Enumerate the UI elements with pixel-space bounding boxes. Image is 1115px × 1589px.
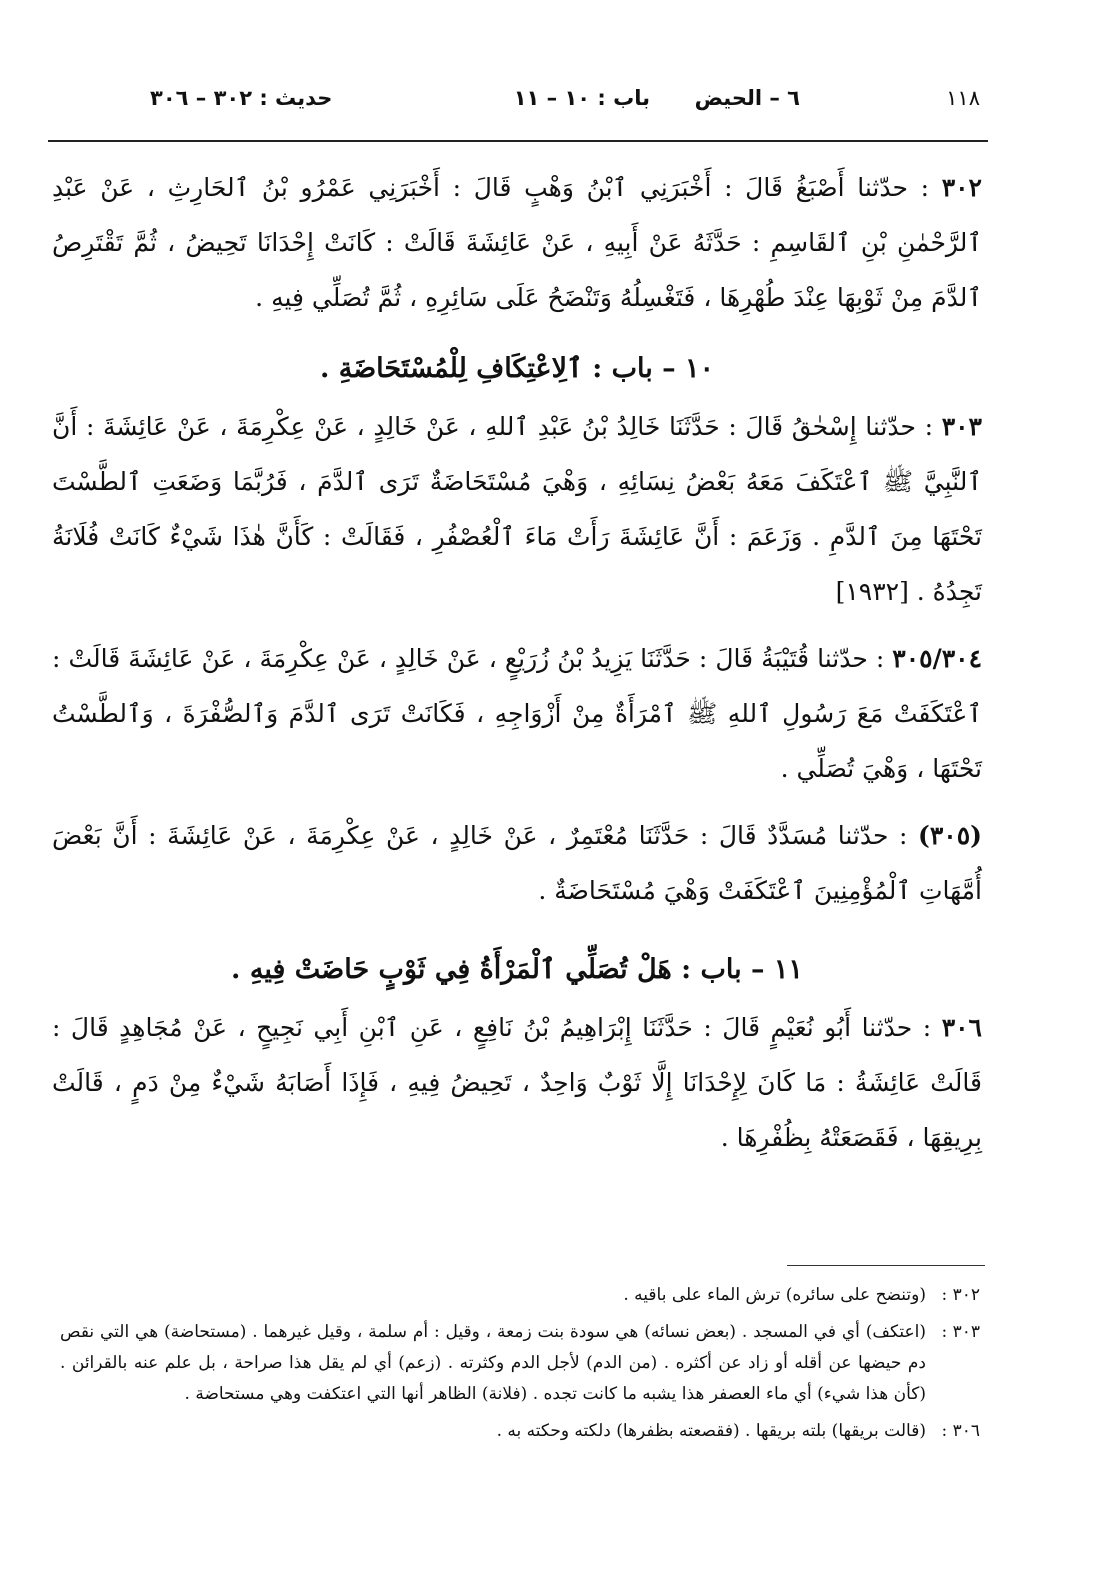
hadith-303 [52, 399, 982, 619]
page-number: ١١٨ [946, 86, 980, 110]
hadith-text: : حدّثنا أَصْبَغُ قَالَ : أَخْبَرَنِي ٱبْنُ وَهْبٍ قَالَ : أَخْبَرَنِي عَمْرُو بْنُ ٱلحَارِثِ ، عَنْ عَبْدِ ٱلرَّحْمٰنِ بْنِ ٱلقَاسِمِ : حَدَّثَهُ عَنْ أَبِيهِ ، عَنْ عَائِشَةَ قَالَتْ : كَانَتْ إِحْدَانَا تَحِيضُ ، ثُمَّ تَقْتَرِصُ ٱلدَّمَ مِنْ ثَوْبِهَا عِنْدَ طُهْرِهَا ، فَتَغْسِلُهُ وَتَنْضَحُ عَلَى سَائِرِهِ ، ثُمَّ تُصَلِّي فِيهِ . [52, 173, 982, 312]
hadith-text: : حدّثنا إِسْحٰقُ قَالَ : حَدَّثَنَا خَالِدُ بْنُ عَبْدِ ٱللهِ ، عَنْ خَالِدٍ ، عَنْ عِكْرِمَةَ ، عَنْ عَائِشَةَ : أَنَّ ٱلنَّبِيَّ ﷺ ٱعْتَكَفَ مَعَهُ بَعْضُ نِسَائِهِ ، وَهْيَ مُسْتَحَاضَةٌ تَرَى ٱلدَّمَ ، فَرُبَّمَا وَضَعَتِ ٱلطَّسْتَ تَحْتَهَا مِنَ ٱلدَّمِ . وَزَعَمَ : أَنَّ عَائِشَةَ رَأَتْ مَاءَ ٱلْعُصْفُرِ ، فَقَالَتْ : كَأَنَّ هٰذَا شَيْءٌ كَانَتْ فُلَانَةُ تَجِدُهُ . [١٩٣٢] [52, 412, 982, 606]
footnote-303 [60, 1317, 980, 1410]
footnote-number: ٣٠٢ : [941, 1285, 980, 1305]
hadith-number: ٣٠٢ [941, 173, 982, 202]
footnotes [60, 1280, 980, 1453]
header-divider [48, 140, 988, 142]
footnote-number: ٣٠٣ : [941, 1322, 980, 1342]
hadith-text: : حدّثنا مُسَدَّدٌ قَالَ : حَدَّثَنَا مُعْتَمِرٌ ، عَنْ خَالِدٍ ، عَنْ عِكْرِمَةَ ، عَنْ عَائِشَةَ : أَنَّ بَعْضَ أُمَّهَاتِ ٱلْمُؤْمِنِينَ ٱعْتَكَفَتْ وَهْيَ مُسْتَحَاضَةٌ . [52, 821, 982, 905]
header-bab-range: باب : ١٠ – ١١ [513, 86, 650, 110]
hadith-number: (٣٠٥) [918, 821, 982, 850]
hadith-306 [52, 1000, 982, 1165]
bab-10-heading: ١٠ – باب : ٱلِاعْتِكَافِ لِلْمُسْتَحَاضَةِ . [319, 353, 715, 384]
header-hadith-range: حديث : ٣٠٢ – ٣٠٦ [150, 86, 333, 110]
hadith-305 [52, 808, 982, 918]
hadith-text: : حدّثنا أَبُو نُعَيْمٍ قَالَ : حَدَّثَنَا إِبْرَاهِيمُ بْنُ نَافِعٍ ، عَنِ ٱبْنِ أَبِي نَجِيحٍ ، عَنْ مُجَاهِدٍ قَالَ : قَالَتْ عَائِشَةُ : مَا كَانَ لِإِحْدَانَا إِلَّا ثَوْبٌ وَاحِدٌ ، تَحِيضُ فِيهِ ، فَإِذَا أَصَابَهُ شَيْءٌ مِنْ دَمٍ ، قَالَتْ بِرِيقِهَا ، فَقَصَعَتْهُ بِظُفْرِهَا . [52, 1013, 982, 1152]
footnote-306 [60, 1416, 980, 1447]
chapter-title: ٦ – الحيض [694, 86, 800, 110]
main-text [52, 160, 982, 1165]
footnote-number: ٣٠٦ : [941, 1421, 980, 1441]
hadith-number: ٣٠٦ [941, 1013, 982, 1042]
footnote-text: (قالت بريقها) بلته بريقها . (فقصعته بظفرها) دلكته وحكته به . [496, 1421, 926, 1441]
footnote-302 [60, 1280, 980, 1311]
hadith-302 [52, 160, 982, 325]
footnote-divider [787, 1265, 985, 1266]
footnote-text: (اعتكف) أي في المسجد . (بعض نسائه) هي سودة بنت زمعة ، وقيل : أم سلمة ، وقيل غيرهما . (مستحاضة) هي التي نقص دم حيضها عن أقله أو زاد عن أكثره . (من الدم) لأجل الدم وكثرته . (زعم) أي لم يقل هذا صراحة ، بل علم عنه بالقرائن . (كأن هذا شيء) أي ماء العصفر هذا يشبه ما كانت تجده . (فلانة) الظاهر أنها التي اعتكفت وهي مستحاضة . [60, 1322, 926, 1404]
hadith-number: ٣٠٥/٣٠٤ [892, 644, 982, 673]
footnote-text: (وتنضح على سائره) ترش الماء على باقيه . [623, 1285, 926, 1305]
hadith-number: ٣٠٣ [941, 412, 982, 441]
hadith-304-305 [52, 631, 982, 796]
running-header [150, 86, 980, 126]
hadith-text: : حدّثنا قُتَيْبَةُ قَالَ : حَدَّثَنَا يَزِيدُ بْنُ زُرَيْعٍ ، عَنْ خَالِدٍ ، عَنْ عِكْرِمَةَ ، عَنْ عَائِشَةَ قَالَتْ : ٱعْتَكَفَتْ مَعَ رَسُولِ ٱللهِ ﷺ ٱمْرَأَةٌ مِنْ أَزْوَاجِهِ ، فَكَانَتْ تَرَى ٱلدَّمَ وَٱلصُّفْرَةَ ، وَٱلطَّسْتُ تَحْتَهَا ، وَهْيَ تُصَلِّي . [52, 644, 982, 783]
bab-11-heading: ١١ – باب : هَلْ تُصَلِّي ٱلْمَرْأَةُ فِي ثَوْبٍ حَاضَتْ فِيهِ . [231, 954, 803, 985]
